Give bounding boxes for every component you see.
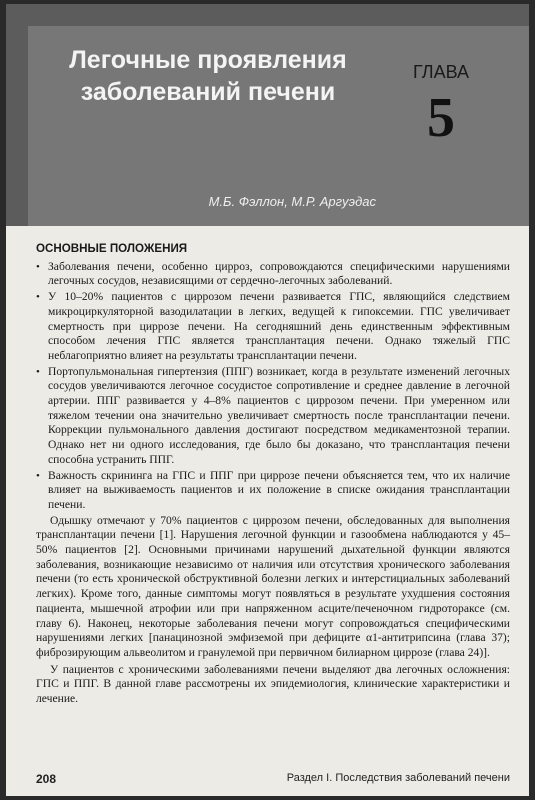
chapter-label: ГЛАВА	[413, 62, 469, 82]
chapter-title-line: Легочные проявления	[69, 46, 347, 74]
key-point-text: Заболевания печени, особенно цирроз, сопровождаются специфическими нарушениями легочных сосудов, независящими от сердечно-легочных заболеваний.	[48, 259, 510, 288]
chapter-title-line: заболеваний печени	[80, 78, 336, 106]
key-points-list	[36, 260, 510, 513]
bullet-icon: •	[36, 469, 40, 482]
key-point-text: Портопульмональная гипертензия (ППГ) возникает, когда в результате изменений легочных сосудов увеличиваются легочное сосудистое сопротивление и среднее давление в легочной артерии. ППГ развивается у 4–8% пациентов с циррозом печени. При умеренном или тяжелом течении она значительно увеличивает смертность после трансплантации печени. Коррекции пульмонального давления достигают посредством медикаментозной терапии. Однако нет ни одного исследования, где было бы доказано, что трансплантация печени способна устранить ППГ.	[48, 364, 510, 466]
key-point-item	[36, 290, 510, 364]
book-page	[6, 4, 529, 796]
chapter-number: 5	[427, 87, 455, 149]
chapter-authors: М.Б. Фэллон, М.Р. Аргуэдас	[208, 194, 376, 209]
page-footer	[36, 772, 510, 790]
body-paragraph: У пациентов с хроническими заболеваниями печени выделяют два легочных осложнения: ГПС и ППГ. В данной главе рассмотрены их эпидемиология, клинические характеристики и лечение.	[36, 662, 510, 706]
key-points-heading: ОСНОВНЫЕ ПОЛОЖЕНИЯ	[36, 242, 188, 255]
chapter-title	[28, 44, 388, 108]
chapter-content	[36, 242, 510, 707]
key-point-item	[36, 365, 510, 468]
key-point-text: Важность скрининга на ГПС и ППГ при циррозе печени объясняется тем, что их наличие влияет на выживаемость пациентов и их положение в списке ожидания трансплантации печени.	[48, 468, 510, 511]
bullet-icon: •	[36, 260, 40, 273]
bullet-icon: •	[36, 365, 40, 378]
running-footer-title: Раздел I. Последствия заболеваний печени	[286, 772, 510, 784]
key-point-item	[36, 469, 510, 513]
key-point-text: У 10–20% пациентов с циррозом печени развивается ГПС, являющийся следствием микроциркуляторной вазодилатации в легких, ведущей к гипоксемии. ГПС увеличивает смертность при циррозе печени. На сегодняшний день единственным эффективным способом лечения ГПС является трансплантация печени. Однако тяжелый ГПС неблагоприятно влияет на результаты трансплантации печени.	[48, 290, 510, 362]
key-point-item	[36, 260, 510, 289]
page-number: 208	[36, 772, 57, 786]
bullet-icon: •	[36, 291, 40, 304]
body-paragraph: Одышку отмечают у 70% пациентов с циррозом печени, обследованных для выполнения трансплантации печени [1]. Нарушения легочной функции и газообмена наблюдаются у 45–50% пациентов [2]. Основными причинами нарушений дыхательной функции являются заболевания, возникающие независимо от наличия или отсутствия хронического заболевания печени (то есть хронической обструктивной болезни легких и интерстициальных заболеваний легких). Кроме того, данные симптомы могут появляться в результате ухудшения состояния пациента, мышечной атрофии или при напряженном асците/печеночном гидротораксе (см. главу 6). Наконец, некоторые заболевания печени могут сопровождаться специфическими нарушениями легких [панацинозной эмфиземой при дефиците α1-антитрипсина (глава 37); фиброзирующим альвеолитом и гранулемой при первичном билиарном циррозе (глава 24)].	[36, 513, 510, 659]
